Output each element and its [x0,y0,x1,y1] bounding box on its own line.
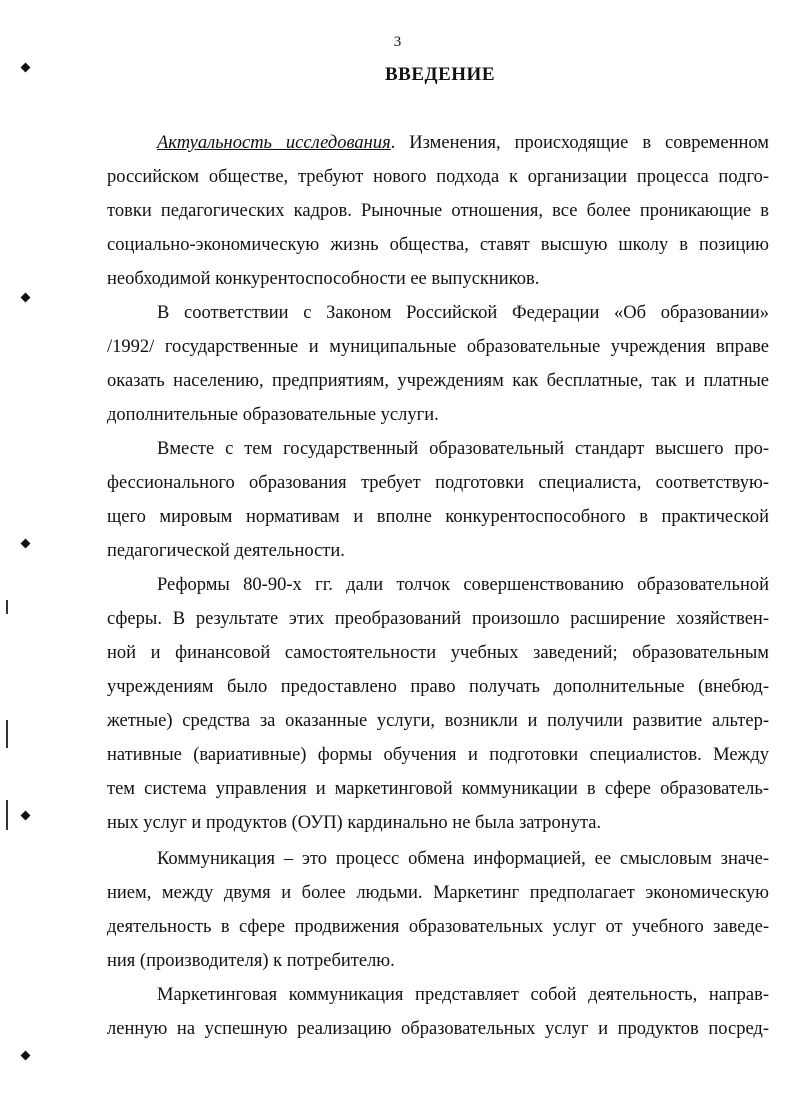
paragraph-4-line-3: ной и финансовой самостоятельности учебных заведений; образовательным [107,643,769,663]
scan-mark [6,600,8,614]
scan-mark [6,720,8,748]
paragraph-2-line-1: В соответствии с Законом Российской Федерации «Об образовании» [157,303,769,323]
paragraph-4-line-2: сферы. В результате этих преобразований произошло расширение хозяйствен- [107,609,769,629]
scan-mark [21,293,31,303]
paragraph-1-line-4: социально-экономическую жизнь общества, ставят высшую школу в позицию [107,235,769,255]
paragraph-6-line-1: Маркетинговая коммуникация представляет собой деятельность, направ- [157,985,769,1005]
scan-mark [21,1051,31,1061]
paragraph-6-line-2: ленную на успешную реализацию образовательных услуг и продуктов посред- [107,1019,769,1039]
scan-mark [21,539,31,549]
paragraph-3-line-2: фессионального образования требует подготовки специалиста, соответствую- [107,473,769,493]
section-heading: ВВЕДЕНИЕ [385,64,495,85]
paragraph-4-line-1: Реформы 80-90-х гг. дали толчок совершенствованию образовательной [157,575,769,595]
paragraph-4-line-7: тем система управления и маркетинговой коммуникации в сфере образователь- [107,779,769,799]
paragraph-4-line-5: жетные) средства за оказанные услуги, возникли и получили развитие альтер- [107,711,769,731]
paragraph-1-line-5: необходимой конкурентоспособности ее выпускников. [107,269,540,289]
paragraph-3-line-3: щего мировым нормативам и вполне конкурентоспособного в практической [107,507,769,527]
paragraph-4-line-6: нативные (вариативные) формы обучения и подготовки специалистов. Между [107,745,769,765]
paragraph-1-line-1: Актуальность исследования. Изменения, происходящие в современном [157,133,769,153]
paragraph-2-line-4: дополнительные образовательные услуги. [107,405,439,425]
paragraph-5-line-2: нием, между двумя и более людьми. Маркетинг предполагает экономическую [107,883,769,903]
emphasis-phrase: Актуальность исследования [157,133,391,153]
paragraph-1-line-3: товки педагогических кадров. Рыночные отношения, все более проникающие в [107,201,769,221]
paragraph-2-line-3: оказать населению, предприятиям, учреждениям как бесплатные, так и платные [107,371,769,391]
paragraph-5-line-4: ния (производителя) к потребителю. [107,951,395,971]
paragraph-1-line-2: российском обществе, требуют нового подхода к организации процесса подго- [107,167,769,187]
paragraph-4-line-8: ных услуг и продуктов (ОУП) кардинально не была затронута. [107,813,602,833]
paragraph-2-line-2: /1992/ государственные и муниципальные образовательные учреждения вправе [107,337,769,357]
scan-mark [21,811,31,821]
paragraph-3-line-1: Вместе с тем государственный образовательный стандарт высшего про- [157,439,769,459]
paragraph-5-line-3: деятельность в сфере продвижения образовательных услуг от учебного заведе- [107,917,769,937]
page-number: 3 [393,34,402,50]
paragraph-4-line-4: учреждениям было предоставлено право получать дополнительные (внебюд- [107,677,769,697]
scan-mark [6,800,8,830]
paragraph-3-line-4: педагогической деятельности. [107,541,345,561]
paragraph-5-line-1: Коммуникация – это процесс обмена информацией, ее смысловым значе- [157,849,769,869]
